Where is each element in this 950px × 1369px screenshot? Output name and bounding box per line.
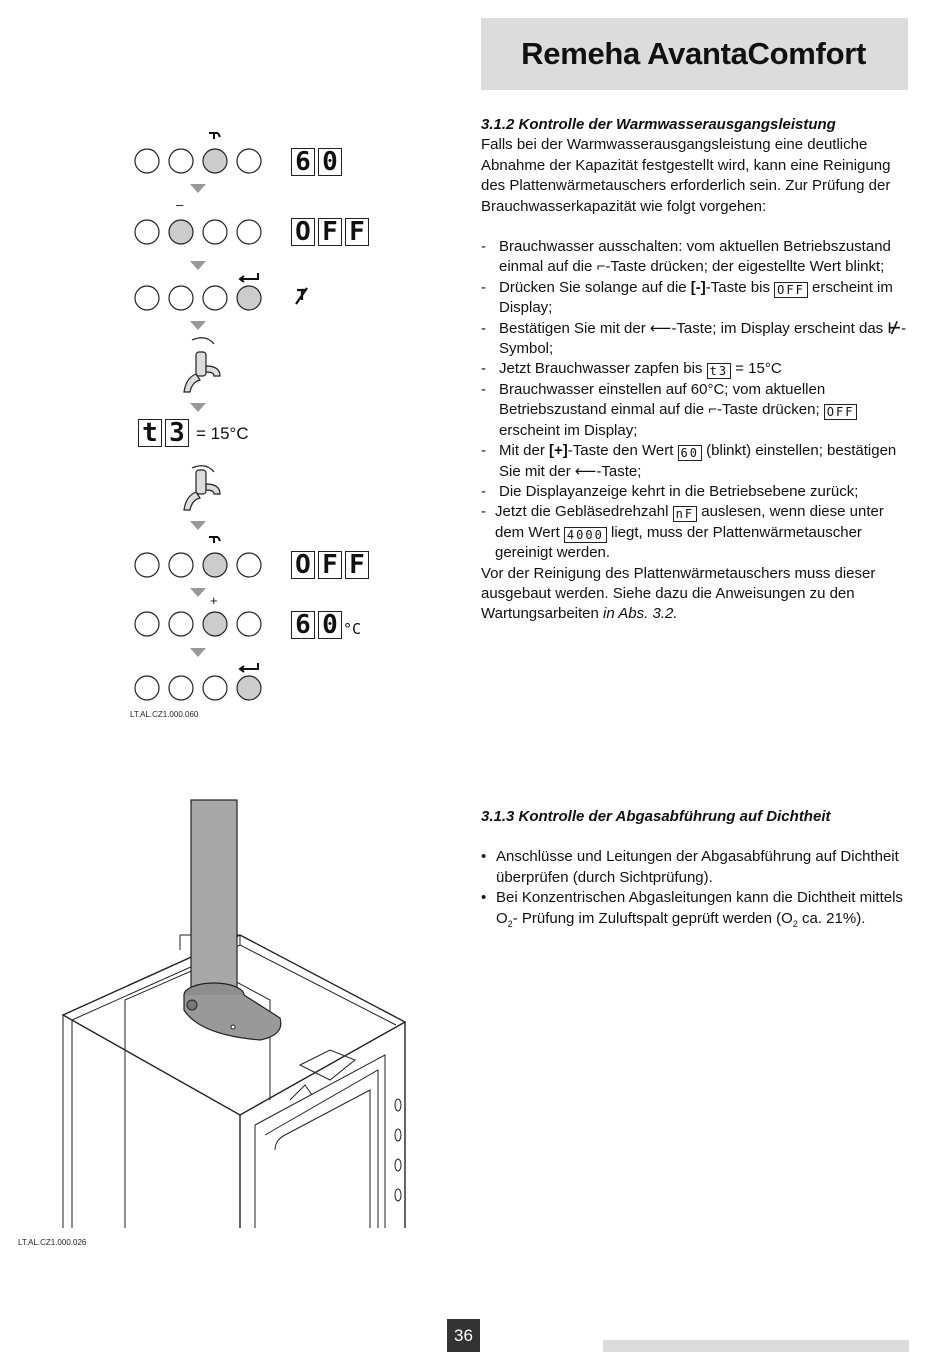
document-title: Remeha AvantaComfort: [521, 36, 866, 71]
display-t3: t 3: [138, 418, 192, 448]
section-312-outro: Vor der Reinigung des Plattenwärmetauschers muss dieser ausgebaut werden. Siehe dazu die Anweisungen zu den Wartungsarbeiten in Abs. 3.2.: [481, 564, 876, 623]
plus-key-label: +: [210, 593, 218, 608]
procedure-list: [481, 237, 913, 564]
display-60: 6 0: [291, 147, 345, 177]
lcd-inline: 60: [678, 445, 702, 461]
list-item: - Die Displayanzeige kehrt in die Betriebsebene zurück;: [481, 482, 913, 502]
lcd-inline: 4000: [564, 527, 607, 543]
display-60c: 6 0: [291, 610, 345, 640]
list-item: - Brauchwasser einstellen auf 60°C; vom aktuellen Betriebszustand einmal auf die ⌐-Taste drücken; OFF erscheint im Display;: [481, 380, 913, 441]
section-313-heading: 3.1.3 Kontrolle der Abgasabführung auf Dichtheit: [481, 808, 831, 825]
list-item: - Drücken Sie solange auf die [-]-Taste bis OFF erscheint im Display;: [481, 278, 913, 319]
lcd-inline: OFF: [824, 404, 858, 420]
list-item: • Anschlüsse und Leitungen der Abgasabführung auf Dichtheit überprüfen (durch Sichtprüfung).: [481, 847, 913, 888]
display-off-2: O F F: [291, 550, 372, 580]
tap-off-icon: ⊬: [887, 319, 902, 337]
tap-icon: ⌐: [596, 258, 606, 276]
tap-icon: ⌐: [708, 401, 718, 419]
header-bar: [481, 18, 908, 90]
minus-key-label: –: [176, 197, 184, 212]
section-312: [481, 115, 913, 625]
list-item: - Bestätigen Sie mit der ⟵-Taste; im Display erscheint das ⊬-Symbol;: [481, 319, 913, 360]
unit-celsius: °C: [343, 620, 362, 638]
enter-icon: ⟵: [649, 319, 672, 337]
section-312-intro: Falls bei der Warmwasserausgangsleistung eine deutliche Abnahme der Kapazität festgestellt wird, kann eine Reinigung des Plattenwärmetauschers erforderlich sein. Zur Prüfung der Brauchwasserkapazität wie folgt vorgehen:: [481, 136, 891, 215]
display-off: O F F: [291, 217, 372, 247]
page-number: 36: [447, 1319, 480, 1352]
boiler-flue-illustration: [55, 795, 415, 1235]
enter-icon: ⟵: [574, 462, 597, 480]
list-item: - Jetzt Brauchwasser zapfen bis t3 = 15°C: [481, 359, 913, 379]
lcd-inline: OFF: [774, 282, 808, 298]
figure2-caption: LT.AL.CZ1.000.026: [18, 1238, 87, 1247]
footer-bar: [603, 1340, 909, 1352]
figure1-caption: LT.AL.CZ1.000.060: [130, 710, 199, 719]
list-item: - Brauchwasser ausschalten: vom aktuellen Betriebszustand einmal auf die ⌐-Taste drücken; der eigestellte Wert blinkt;: [481, 237, 913, 278]
section-313: [481, 807, 913, 934]
section-312-heading: 3.1.2 Kontrolle der Warmwasserausgangsleistung: [481, 116, 836, 133]
lcd-inline: t3: [707, 363, 731, 379]
t3-value: = 15°C: [196, 424, 249, 443]
list-item: - Jetzt die Gebläsedrehzahl nF auslesen, wenn diese unter dem Wert 4000 liegt, muss der Plattenwärmetauscher gereinigt werden.: [481, 502, 913, 563]
lcd-inline: nF: [673, 506, 697, 522]
list-item: - Mit der [+]-Taste den Wert 60 (blinkt) einstellen; bestätigen Sie mit der ⟵-Taste;: [481, 441, 913, 482]
check-list: [481, 847, 913, 934]
list-item: • Bei Konzentrischen Abgasleitungen kann die Dichtheit mittels $O_2-$ Prüfung im Zuluftspalt geprüft werden ($O_2$ ca. 21%).: [481, 888, 913, 934]
